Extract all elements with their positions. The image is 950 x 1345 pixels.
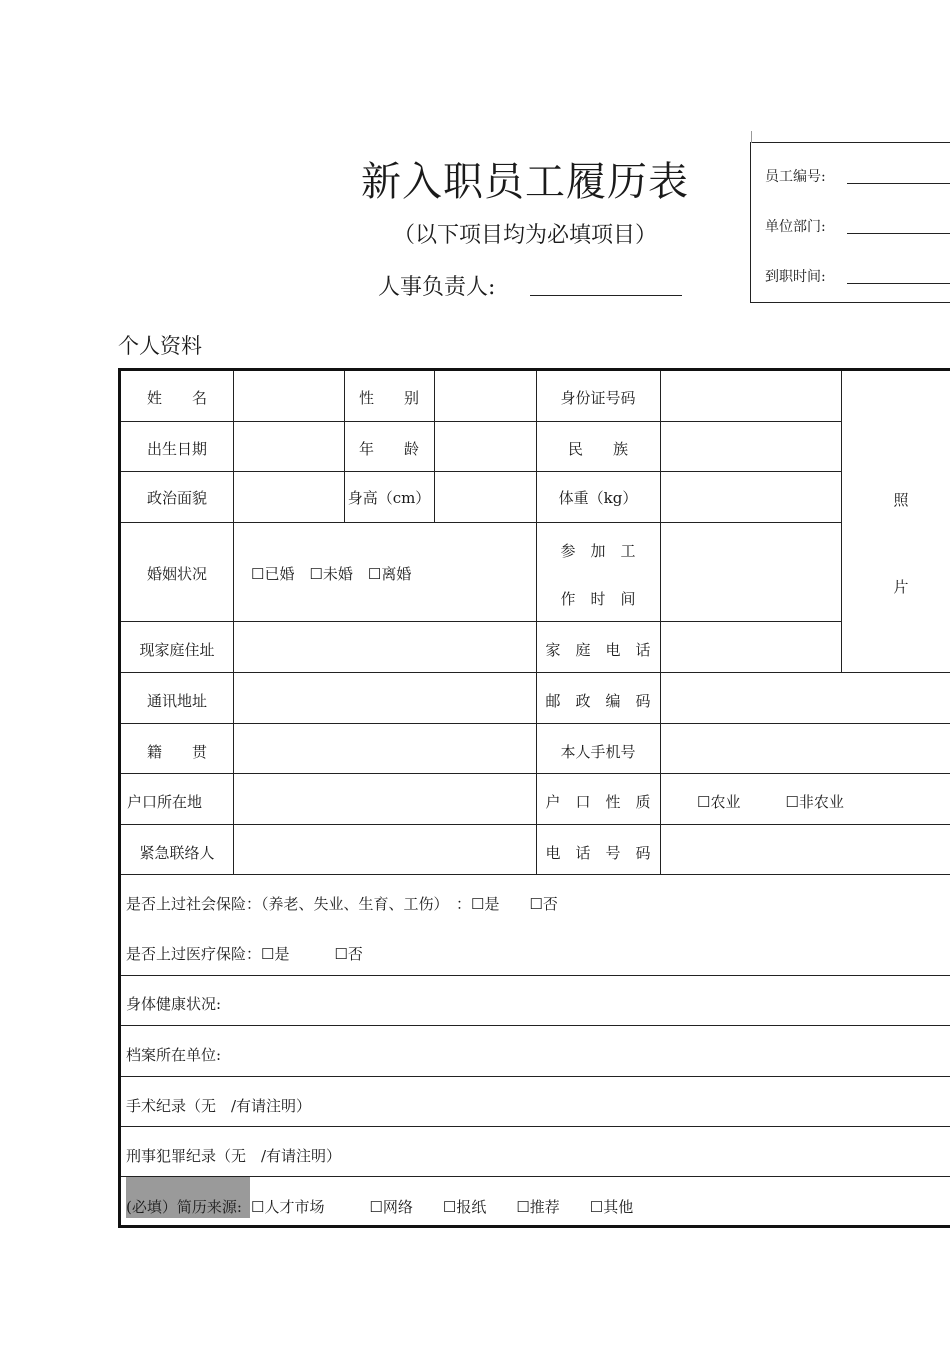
hr-manager-field[interactable] (530, 295, 682, 296)
row-line (121, 874, 950, 875)
postcode-label: 邮 政 编 码 (545, 692, 651, 710)
row-line (121, 1126, 950, 1127)
row-line (121, 1025, 950, 1026)
section-title: 个人资料 (118, 334, 202, 358)
col-line (233, 371, 234, 874)
surgery-record-label: 手术纪录（无 /有请注明） (126, 1097, 312, 1115)
birth-date-label: 出生日期 (146, 440, 207, 458)
marital-status-options[interactable]: ☐已婚 ☐未婚 ☐离婚 (251, 565, 412, 583)
social-insurance-question[interactable]: 是否上过社会保险：（养老、失业、生育、工伤） ：☐是 ☐否 (126, 895, 558, 913)
box-tick (751, 131, 752, 143)
hukou-type-options[interactable]: ☐农业 ☐非农业 (697, 793, 844, 811)
row-line (121, 621, 841, 622)
employee-no-label: 员工编号: (765, 169, 826, 185)
hukou-location-label: 户口所在地 (127, 793, 203, 811)
emergency-contact-label: 紧急联络人 (139, 844, 215, 862)
department-label: 单位部门: (765, 219, 826, 235)
home-phone-label: 家 庭 电 话 (545, 641, 651, 659)
work-start-label-1: 参 加 工 (560, 542, 636, 560)
col-line (434, 371, 435, 522)
employee-info-box (750, 142, 950, 303)
height-label: 身高（cm） (347, 489, 431, 507)
row-line (121, 421, 841, 422)
row-line (121, 471, 841, 472)
form-subtitle: （以下项目均为必填项目） (392, 223, 657, 248)
resume-source-options[interactable]: ☐人才市场 ☐网络 ☐报纸 ☐推荐 ☐其他 (251, 1198, 634, 1216)
contact-phone-label: 电 话 号 码 (545, 844, 651, 862)
department-field[interactable] (847, 233, 950, 234)
start-date-field[interactable] (847, 283, 950, 284)
criminal-record-label: 刑事犯罪纪录（无 /有请注明） (126, 1147, 342, 1165)
work-start-label-2: 作 时 间 (560, 590, 636, 608)
hr-manager-label: 人事负责人: (378, 275, 496, 300)
age-label: 年 龄 (358, 440, 419, 458)
weight-label: 体重（kg） (558, 489, 638, 507)
medical-insurance-question[interactable]: 是否上过医疗保险：☐是 ☐否 (126, 945, 363, 963)
photo-label-1: 照 (893, 491, 909, 509)
employee-no-field[interactable] (847, 183, 950, 184)
ethnicity-label: 民 族 (567, 440, 628, 458)
id-number-label: 身份证号码 (560, 389, 636, 407)
name-label: 姓 名 (146, 389, 207, 407)
personal-info-table (118, 368, 950, 1228)
hukou-type-label: 户 口 性 质 (545, 793, 651, 811)
row-line (121, 975, 950, 976)
mobile-label: 本人手机号 (560, 743, 636, 761)
photo-label-2: 片 (893, 578, 909, 596)
marital-status-label: 婚姻状况 (146, 565, 207, 583)
mailing-address-label: 通讯地址 (146, 692, 207, 710)
col-line (841, 371, 842, 672)
start-date-label: 到职时间: (765, 269, 826, 285)
home-address-label: 现家庭住址 (139, 641, 215, 659)
row-line (121, 1076, 950, 1077)
resume-source-label: (必填）简历来源: (126, 1198, 242, 1216)
political-status-label: 政治面貌 (146, 489, 207, 507)
native-place-label: 籍 贯 (146, 743, 207, 761)
health-status-label: 身体健康状况: (126, 995, 222, 1013)
form-title: 新入职员工履历表 (361, 159, 689, 205)
row-line (121, 522, 841, 523)
gender-label: 性 别 (358, 389, 419, 407)
col-line (660, 371, 661, 874)
archive-unit-label: 档案所在单位: (126, 1046, 222, 1064)
